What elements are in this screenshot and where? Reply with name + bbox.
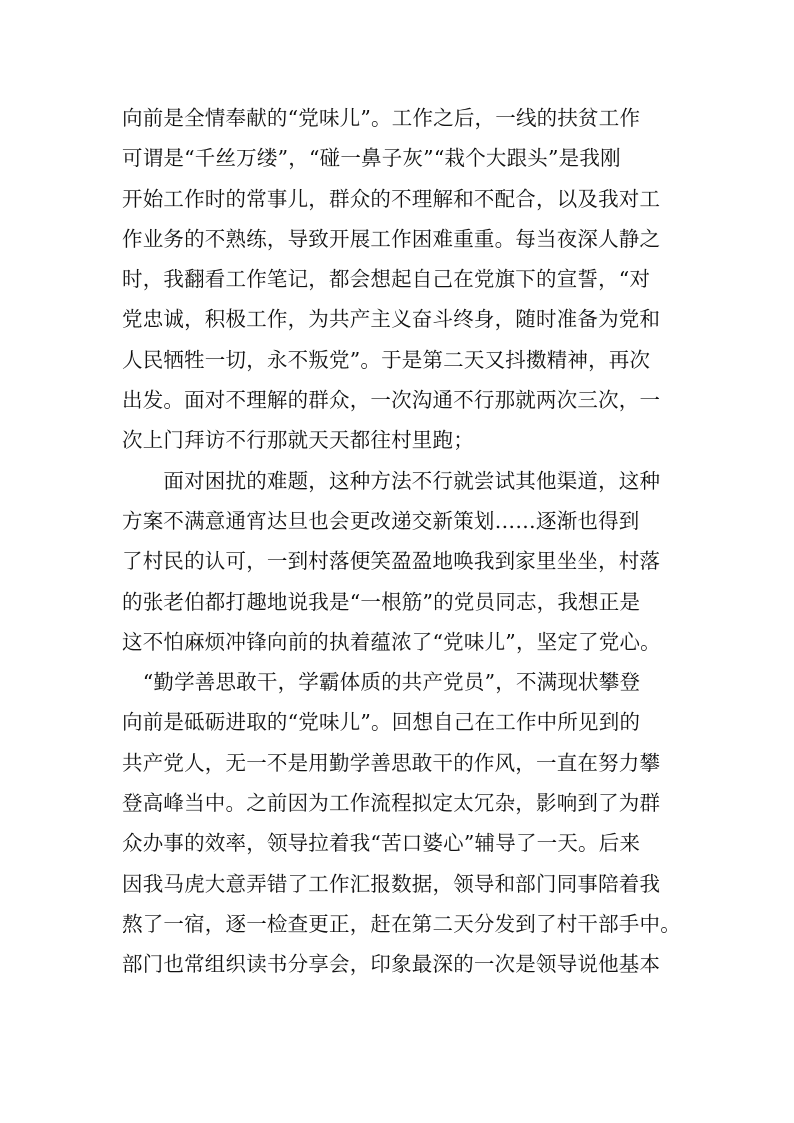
text-line: 了村民的认可，一到村落便笑盈盈地唤我到家里坐坐，村落 [122,549,661,574]
text-line: 出发。面对不理解的群众，一次沟通不行那就两次三次，一 [122,388,661,413]
text-line: 党忠诚，积极工作，为共产主义奋斗终身，随时准备为党和 [122,307,661,332]
text-line: 向前是全情奉献的“党味儿”。工作之后，一线的扶贫工作 [122,106,641,130]
text-line: 的张老伯都打趣地说我是“一根筋”的党员同志，我想正是 [122,589,641,614]
text-line: 次上门拜访不行那就天天都往村里跑； [122,428,474,453]
text-line: 人民牺牲一切，永不叛党”。于是第二天又抖擞精神，再次 [122,347,651,372]
text-line: 可谓是“千丝万缕”，“碰一鼻子灰”“栽个大跟头”是我刚 [122,146,621,171]
text-line: 登高峰当中。之前因为工作流程拟定太冗杂，影响到了为群 [122,791,661,816]
text-line: 部门也常组织读书分享会，印象最深的一次是领导说他基本 [122,952,661,977]
text-line: “勤学善思敢干，学霸体质的共产党员”，不满现状攀登 [122,670,641,695]
body-text [122,98,682,985]
text-line: 作业务的不熟练，导致开展工作困难重重。每当夜深人静之 [122,226,661,251]
text-line: 熬了一宿，逐一检查更正，赶在第二天分发到了村干部手中。 [122,911,681,936]
text-line: 方案不满意通宵达旦也会更改递交新策划……逐渐也得到 [122,508,640,533]
text-line: 时，我翻看工作笔记，都会想起自己在党旗下的宣誓，“对 [122,267,651,292]
text-line: 因我马虎大意弄错了工作汇报数据，领导和部门同事陪着我 [122,871,661,896]
text-line: 共产党人，无一不是用勤学善思敢干的作风，一直在努力攀 [122,750,661,775]
text-line: 众办事的效率，领导拉着我“苦口婆心”辅导了一天。后来 [122,831,641,856]
text-line: 面对困扰的难题，这种方法不行就尝试其他渠道，这种 [122,468,661,493]
text-line: 向前是砥砺进取的“党味儿”。回想自己在工作中所见到的 [122,710,641,735]
text-line: 这不怕麻烦冲锋向前的执着蕴浓了“党味儿”，坚定了党心。 [122,629,661,654]
text-line: 开始工作时的常事儿，群众的不理解和不配合，以及我对工 [122,186,661,211]
